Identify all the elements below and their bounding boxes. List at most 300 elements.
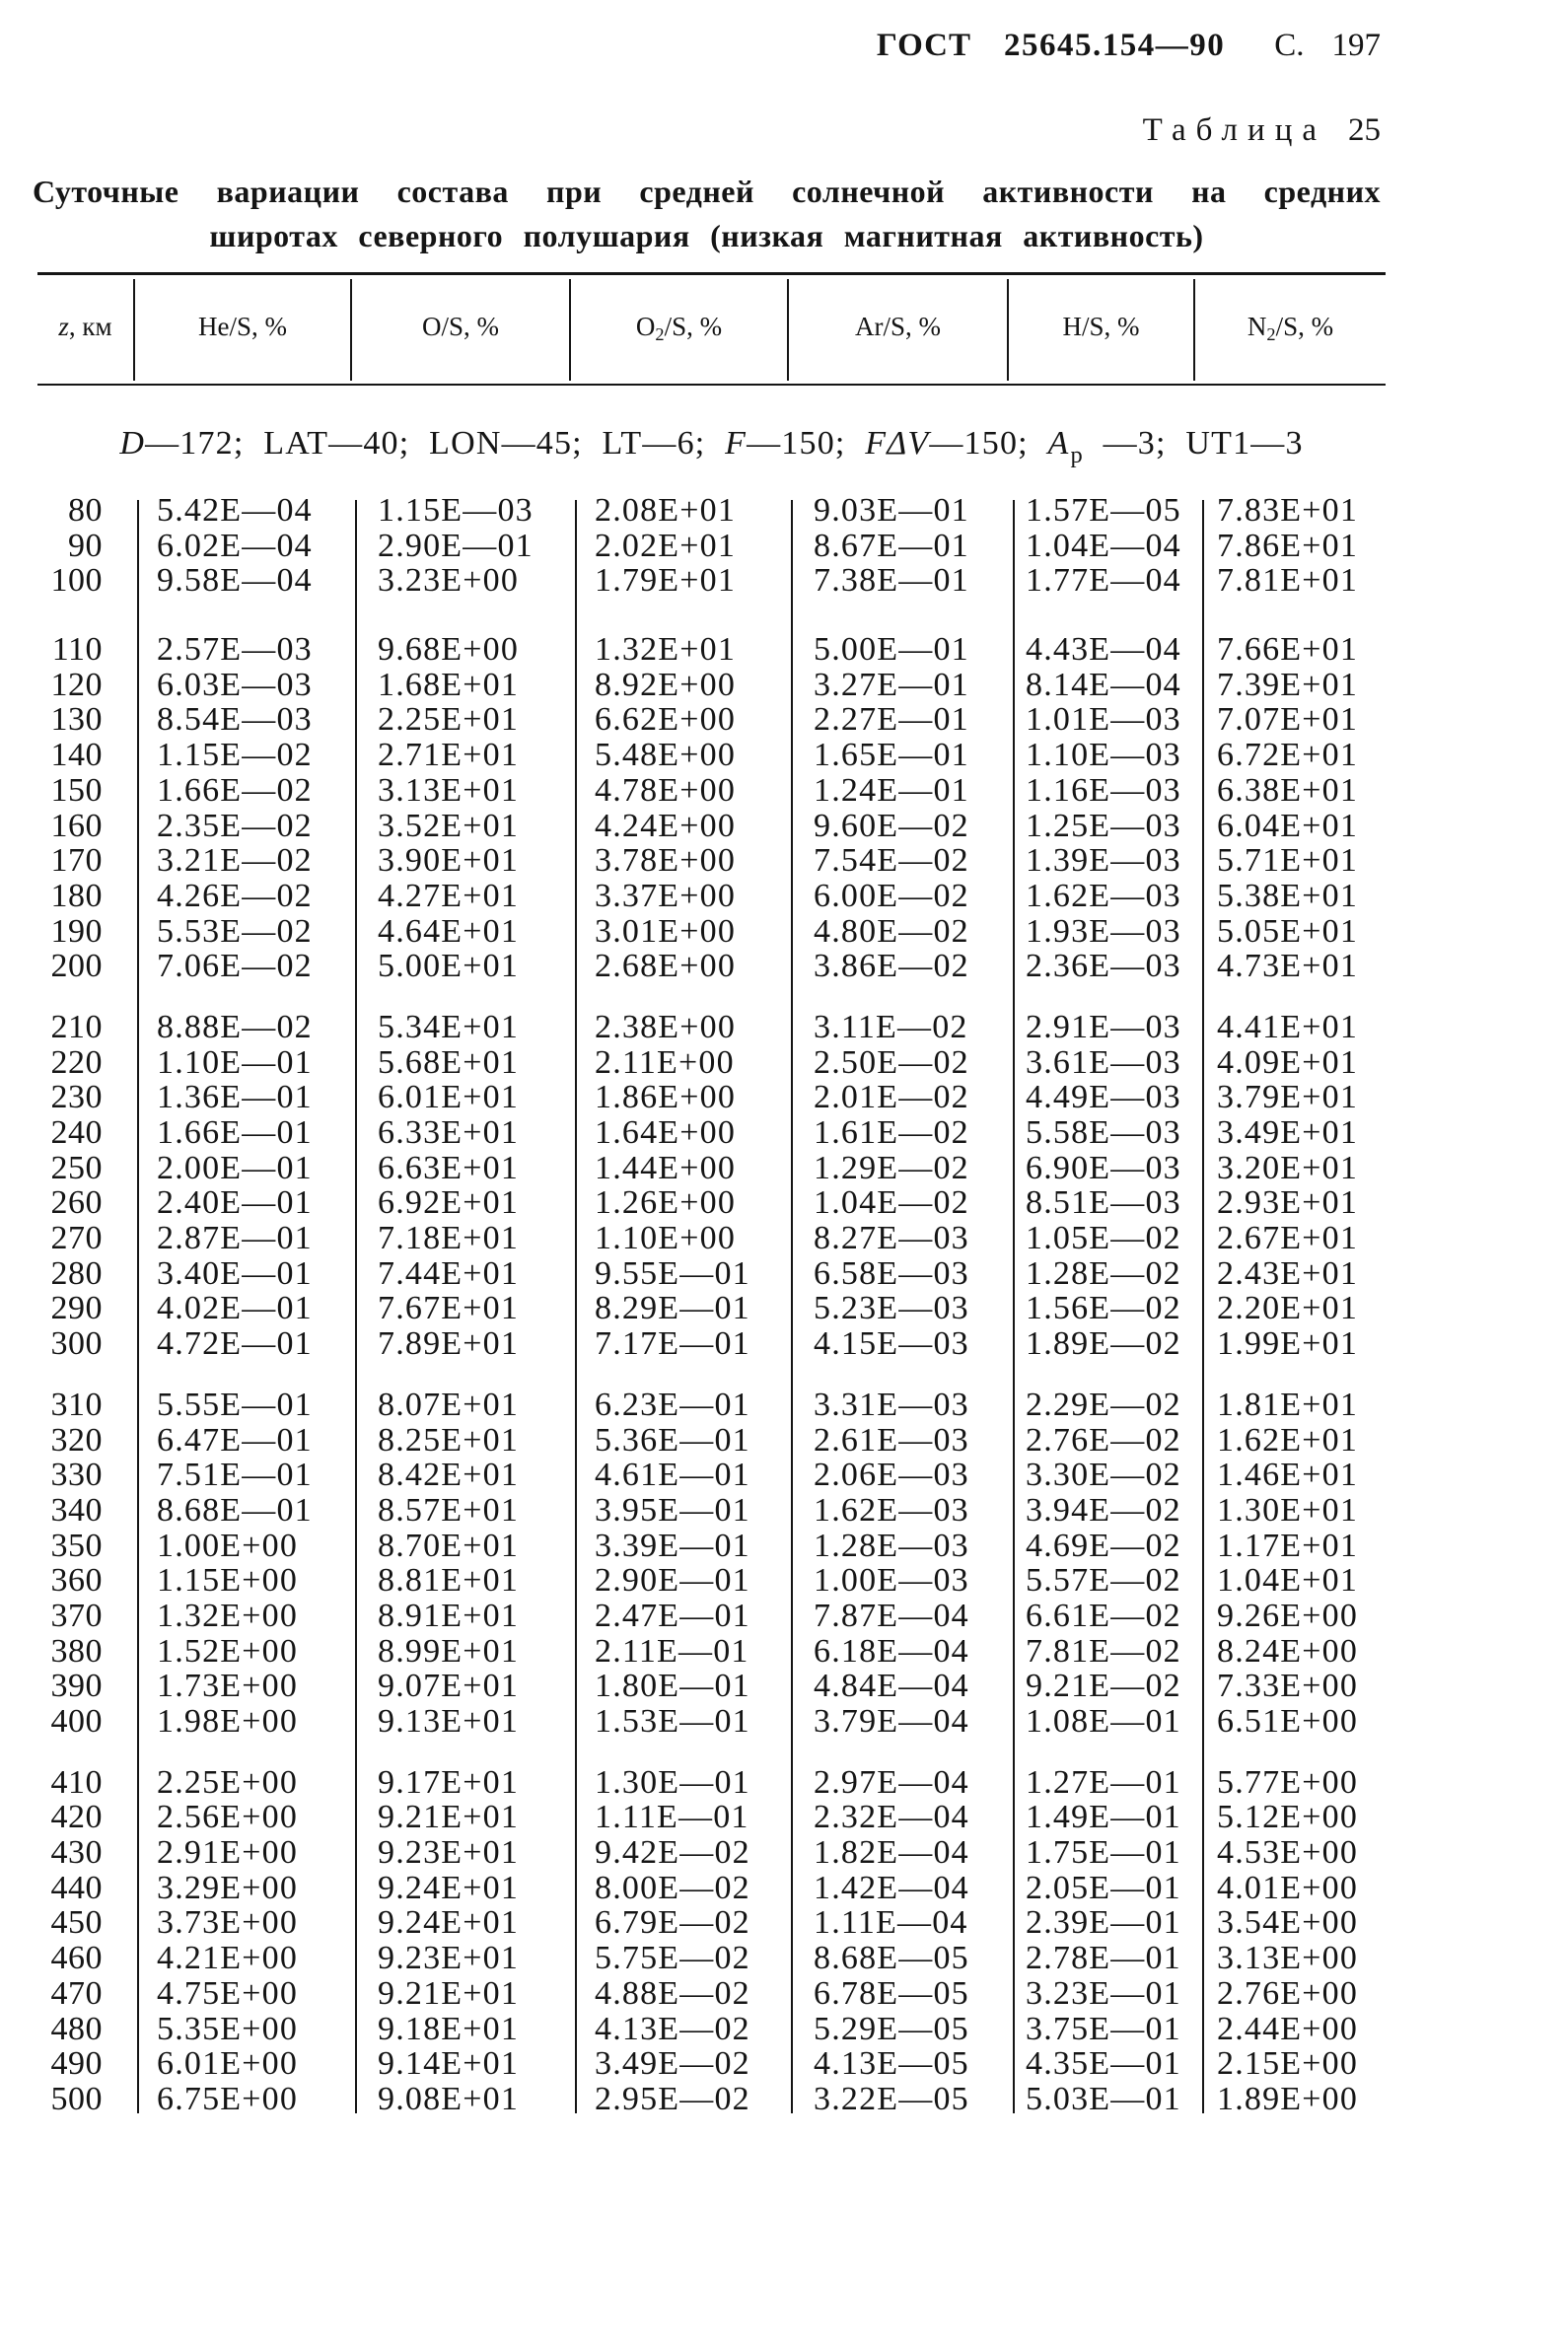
o2-cell: 2.11E+00: [595, 1043, 735, 1081]
he-cell: 3.29E+00: [157, 1869, 299, 1906]
n2-cell: 6.38E+01: [1217, 771, 1359, 809]
h-cell: 6.61E—02: [1026, 1597, 1181, 1634]
n2-cell: 9.26E+00: [1217, 1597, 1359, 1634]
altitude-cell: 230: [50, 1079, 103, 1116]
o-cell: 5.00E+01: [378, 948, 520, 985]
altitude-cell: 120: [50, 666, 103, 703]
h-cell: 1.75E—01: [1026, 1834, 1181, 1872]
row-group: [0, 1388, 1568, 1740]
o-cell: 2.71E+01: [378, 737, 520, 774]
column-header-h: H/S, %: [1062, 312, 1140, 341]
altitude-cell: 100: [50, 562, 103, 600]
ar-cell: 1.29E—02: [814, 1149, 969, 1186]
o-cell: 2.25E+01: [378, 701, 520, 739]
row-group: [0, 632, 1568, 984]
n2-cell: 1.17E+01: [1217, 1527, 1359, 1564]
ar-cell: 7.54E—02: [814, 842, 969, 880]
altitude-cell: 140: [50, 737, 103, 774]
he-cell: 5.53E—02: [157, 912, 313, 950]
ar-cell: 6.18E—04: [814, 1632, 969, 1670]
table-row: [0, 1045, 1568, 1081]
table-row: [0, 1115, 1568, 1151]
o2-cell: 7.17E—01: [595, 1325, 750, 1363]
table-row: [0, 1634, 1568, 1670]
o-cell: 9.68E+00: [378, 631, 520, 669]
he-cell: 4.02E—01: [157, 1290, 313, 1327]
he-cell: 1.32E+00: [157, 1597, 299, 1634]
n2-cell: 5.38E+01: [1217, 877, 1359, 914]
he-cell: 1.00E+00: [157, 1527, 299, 1564]
o2-cell: 3.49E—02: [595, 2045, 750, 2083]
o2-cell: 6.62E+00: [595, 701, 737, 739]
ar-cell: 1.28E—03: [814, 1527, 969, 1564]
table-row: [0, 1599, 1568, 1634]
o-cell: 4.64E+01: [378, 912, 520, 950]
o2-cell: 1.53E—01: [595, 1703, 750, 1740]
o-cell: 8.57E+01: [378, 1491, 520, 1529]
table-row: [0, 2082, 1568, 2117]
standard-number: 25645.154—90: [1003, 28, 1226, 63]
o2-cell: 1.30E—01: [595, 1763, 750, 1801]
ar-cell: 1.04E—02: [814, 1184, 969, 1222]
he-cell: 1.52E+00: [157, 1632, 299, 1670]
o-cell: 9.18E+01: [378, 2010, 520, 2047]
parameters-line: [37, 420, 1386, 467]
param-lt: LT—6;: [602, 425, 706, 462]
he-cell: 6.01E+00: [157, 2045, 299, 2083]
table-row: [0, 1080, 1568, 1115]
o-cell: 7.89E+01: [378, 1325, 520, 1363]
o-cell: 8.07E+01: [378, 1386, 520, 1423]
h-cell: 2.36E—03: [1026, 948, 1181, 985]
n2-cell: 3.54E+00: [1217, 1904, 1359, 1942]
param-f-symbol: F: [725, 425, 748, 462]
row-group: [0, 493, 1568, 599]
h-cell: 2.05E—01: [1026, 1869, 1181, 1906]
h-cell: 7.81E—02: [1026, 1632, 1181, 1670]
page-label: С.: [1274, 28, 1305, 63]
altitude-cell: 360: [50, 1562, 103, 1600]
o-cell: 5.34E+01: [378, 1008, 520, 1045]
he-cell: 5.35E+00: [157, 2010, 299, 2047]
o-cell: 9.21E+01: [378, 1799, 520, 1836]
n2-cell: 6.51E+00: [1217, 1703, 1359, 1740]
param-fdv-symbol: FΔV: [865, 425, 930, 462]
o-cell: 6.63E+01: [378, 1149, 520, 1186]
table-row: [0, 1423, 1568, 1459]
n2-cell: 3.20E+01: [1217, 1149, 1359, 1186]
o2-cell: 1.26E+00: [595, 1184, 737, 1222]
n2-cell: 1.30E+01: [1217, 1491, 1359, 1529]
n2-cell: 4.73E+01: [1217, 948, 1359, 985]
he-cell: 3.21E—02: [157, 842, 313, 880]
altitude-cell: 350: [50, 1527, 103, 1564]
column-header-o2: [571, 305, 787, 348]
standard-abbreviation: ГОСТ: [876, 28, 971, 63]
ar-cell: 1.00E—03: [814, 1562, 969, 1600]
altitude-cell: 160: [50, 807, 103, 844]
o2-cell: 1.86E+00: [595, 1079, 737, 1116]
he-cell: 4.26E—02: [157, 877, 313, 914]
altitude-cell: 110: [51, 631, 103, 669]
he-cell: 9.58E—04: [157, 562, 313, 600]
table-caption: [1143, 107, 1381, 154]
altitude-cell: 80: [68, 492, 103, 529]
table-row: [0, 1388, 1568, 1423]
o-cell: 8.25E+01: [378, 1421, 520, 1459]
h-cell: 1.89E—02: [1026, 1325, 1181, 1363]
altitude-cell: 220: [50, 1043, 103, 1081]
o-cell: 1.68E+01: [378, 666, 520, 703]
altitude-unit: , км: [68, 312, 112, 341]
altitude-cell: 330: [50, 1457, 103, 1494]
n2-cell: 1.99E+01: [1217, 1325, 1359, 1363]
he-cell: 3.73E+00: [157, 1904, 299, 1942]
ar-cell: 2.50E—02: [814, 1043, 969, 1081]
running-header: [877, 22, 1381, 69]
table-row: [0, 738, 1568, 773]
n2-cell: 2.76E+00: [1217, 1974, 1359, 2012]
n2-cell: 6.72E+01: [1217, 737, 1359, 774]
column-header-o: O/S, %: [421, 312, 499, 341]
ar-cell: 2.01E—02: [814, 1079, 969, 1116]
he-cell: 1.66E—02: [157, 771, 313, 809]
n2-cell: 3.13E+00: [1217, 1940, 1359, 1977]
ar-cell: 1.65E—01: [814, 737, 969, 774]
o-cell: 8.91E+01: [378, 1597, 520, 1634]
he-cell: 1.73E+00: [157, 1668, 299, 1705]
altitude-cell: 300: [50, 1325, 103, 1363]
param-ap-symbol: A: [1047, 425, 1070, 462]
ar-cell: 3.11E—02: [814, 1008, 968, 1045]
table-row: [0, 1835, 1568, 1871]
he-cell: 2.40E—01: [157, 1184, 313, 1222]
row-group: [0, 1765, 1568, 2117]
n2-cell: 2.93E+01: [1217, 1184, 1359, 1222]
ar-cell: 3.27E—01: [814, 666, 969, 703]
h-cell: 1.04E—04: [1026, 527, 1181, 564]
o-cell: 8.99E+01: [378, 1632, 520, 1670]
o-cell: 3.90E+01: [378, 842, 520, 880]
table-title-line-1: Суточные вариации состава при средней солнечной активности на средних: [33, 174, 1381, 209]
o2-cell: 5.75E—02: [595, 1940, 750, 1977]
h-cell: 1.01E—03: [1026, 701, 1181, 739]
n2-cell: 7.07E+01: [1217, 701, 1359, 739]
o2-cell: 1.64E+00: [595, 1114, 737, 1151]
o2-cell: 1.10E+00: [595, 1220, 737, 1257]
table-row: [0, 1256, 1568, 1292]
n2-cell: 5.71E+01: [1217, 842, 1359, 880]
o2-cell: 4.88E—02: [595, 1974, 750, 2012]
o2-cell: 8.29E—01: [595, 1290, 750, 1327]
h-cell: 3.94E—02: [1026, 1491, 1181, 1529]
param-lon: LON—45;: [429, 425, 583, 462]
altitude-cell: 240: [50, 1114, 103, 1151]
altitude-cell: 500: [50, 2080, 103, 2117]
altitude-cell: 370: [50, 1597, 103, 1634]
h-cell: 1.08E—01: [1026, 1703, 1181, 1740]
o-cell: 8.70E+01: [378, 1527, 520, 1564]
he-cell: 5.42E—04: [157, 492, 313, 529]
o-cell: 8.42E+01: [378, 1457, 520, 1494]
o-cell: 9.23E+01: [378, 1940, 520, 1977]
o-cell: 3.13E+01: [378, 771, 520, 809]
n2-cell: 4.09E+01: [1217, 1043, 1359, 1081]
he-cell: 4.75E+00: [157, 1974, 299, 2012]
ar-cell: 6.00E—02: [814, 877, 969, 914]
h-cell: 5.03E—01: [1026, 2080, 1181, 2117]
o2-cell: 6.79E—02: [595, 1904, 750, 1942]
altitude-cell: 420: [50, 1799, 103, 1836]
param-ap-value: —3;: [1103, 425, 1167, 462]
n2-cell: 2.43E+01: [1217, 1254, 1359, 1292]
n2-cell: 3.79E+01: [1217, 1079, 1359, 1116]
o2-rest: /S, %: [664, 312, 723, 341]
ar-cell: 9.60E—02: [814, 807, 969, 844]
he-cell: 1.10E—01: [157, 1043, 313, 1081]
table-row: [0, 1765, 1568, 1801]
o2-cell: 1.32E+01: [595, 631, 737, 669]
n2-subscript: 2: [1266, 324, 1276, 345]
he-cell: 3.40E—01: [157, 1254, 313, 1292]
table-caption-word: Таблица: [1142, 112, 1326, 148]
o-cell: 9.24E+01: [378, 1904, 520, 1942]
he-cell: 8.88E—02: [157, 1008, 313, 1045]
table-row: [0, 1326, 1568, 1362]
altitude-cell: 470: [50, 1974, 103, 2012]
column-header-he: He/S, %: [198, 312, 287, 341]
table-row: [0, 879, 1568, 914]
h-cell: 9.21E—02: [1026, 1668, 1181, 1705]
altitude-cell: 310: [50, 1386, 103, 1423]
h-cell: 1.05E—02: [1026, 1220, 1181, 1257]
ar-cell: 1.42E—04: [814, 1869, 969, 1906]
he-cell: 4.21E+00: [157, 1940, 299, 1977]
param-d-symbol: D: [119, 425, 146, 462]
ar-cell: 3.79E—04: [814, 1703, 969, 1740]
ar-cell: 8.27E—03: [814, 1220, 969, 1257]
o-cell: 3.52E+01: [378, 807, 520, 844]
n2-cell: 1.46E+01: [1217, 1457, 1359, 1494]
he-cell: 4.72E—01: [157, 1325, 313, 1363]
he-cell: 6.47E—01: [157, 1421, 313, 1459]
n2-cell: 4.01E+00: [1217, 1869, 1359, 1906]
ar-cell: 2.32E—04: [814, 1799, 969, 1836]
altitude-cell: 490: [50, 2045, 103, 2083]
altitude-cell: 150: [50, 771, 103, 809]
altitude-cell: 480: [50, 2010, 103, 2047]
table-title: [33, 170, 1381, 258]
he-cell: 2.57E—03: [157, 631, 313, 669]
table-row: [0, 632, 1568, 668]
o-cell: 9.23E+01: [378, 1834, 520, 1872]
table-row: [0, 773, 1568, 809]
altitude-cell: 260: [50, 1184, 103, 1222]
n2-cell: 5.05E+01: [1217, 912, 1359, 950]
ar-cell: 4.84E—04: [814, 1668, 969, 1705]
ar-cell: 7.38E—01: [814, 562, 969, 600]
table-row: [0, 1800, 1568, 1835]
he-cell: 2.56E+00: [157, 1799, 299, 1836]
n2-cell: 6.04E+01: [1217, 807, 1359, 844]
ar-cell: 4.13E—05: [814, 2045, 969, 2083]
table-row: [0, 1704, 1568, 1740]
n2-rest: /S, %: [1275, 312, 1334, 341]
h-cell: 1.56E—02: [1026, 1290, 1181, 1327]
table-title-line-2: широтах северного полушария (низкая магнитная активность): [209, 218, 1204, 253]
table-row: [0, 702, 1568, 738]
table-row: [0, 1221, 1568, 1256]
he-cell: 2.00E—01: [157, 1149, 313, 1186]
o-cell: 4.27E+01: [378, 877, 520, 914]
o2-cell: 2.08E+01: [595, 492, 737, 529]
altitude-cell: 280: [50, 1254, 103, 1292]
o-cell: 6.33E+01: [378, 1114, 520, 1151]
altitude-cell: 210: [50, 1008, 103, 1045]
altitude-cell: 440: [50, 1869, 103, 1906]
table-row: [0, 668, 1568, 703]
ar-cell: 1.82E—04: [814, 1834, 969, 1872]
he-cell: 6.02E—04: [157, 527, 313, 564]
o2-cell: 2.11E—01: [595, 1632, 749, 1670]
table-row: [0, 2012, 1568, 2047]
ar-cell: 9.03E—01: [814, 492, 969, 529]
altitude-cell: 90: [68, 527, 103, 564]
he-cell: 1.15E+00: [157, 1562, 299, 1600]
table-row: [0, 2046, 1568, 2082]
he-cell: 2.91E+00: [157, 1834, 299, 1872]
column-header-altitude: [37, 305, 133, 348]
ar-cell: 5.23E—03: [814, 1290, 969, 1327]
altitude-cell: 130: [50, 701, 103, 739]
h-cell: 3.30E—02: [1026, 1457, 1181, 1494]
table-row: [0, 1185, 1568, 1221]
ar-cell: 3.22E—05: [814, 2080, 969, 2117]
altitude-cell: 190: [50, 912, 103, 950]
h-cell: 1.62E—03: [1026, 877, 1181, 914]
table-row: [0, 1563, 1568, 1599]
he-cell: 1.36E—01: [157, 1079, 313, 1116]
o2-cell: 2.02E+01: [595, 527, 737, 564]
n2-cell: 2.20E+01: [1217, 1290, 1359, 1327]
page-number: 197: [1331, 28, 1381, 63]
ar-cell: 5.29E—05: [814, 2010, 969, 2047]
altitude-cell: 390: [50, 1668, 103, 1705]
h-cell: 1.39E—03: [1026, 842, 1181, 880]
o2-cell: 1.80E—01: [595, 1668, 750, 1705]
ar-cell: 3.86E—02: [814, 948, 969, 985]
table-row: [0, 1529, 1568, 1564]
h-cell: 2.29E—02: [1026, 1386, 1181, 1423]
h-cell: 4.43E—04: [1026, 631, 1181, 669]
h-cell: 1.16E—03: [1026, 771, 1181, 809]
o2-cell: 3.37E+00: [595, 877, 737, 914]
he-cell: 7.06E—02: [157, 948, 313, 985]
n2-cell: 7.33E+00: [1217, 1668, 1359, 1705]
n2-cell: 8.24E+00: [1217, 1632, 1359, 1670]
ar-cell: 1.24E—01: [814, 771, 969, 809]
h-cell: 3.61E—03: [1026, 1043, 1181, 1081]
o-cell: 9.14E+01: [378, 2045, 520, 2083]
he-cell: 2.35E—02: [157, 807, 313, 844]
altitude-cell: 450: [50, 1904, 103, 1942]
o2-cell: 1.44E+00: [595, 1149, 737, 1186]
param-fdv-value: —150;: [929, 425, 1029, 462]
o-cell: 8.81E+01: [378, 1562, 520, 1600]
table-row: [0, 1871, 1568, 1906]
altitude-cell: 400: [50, 1703, 103, 1740]
ar-cell: 6.78E—05: [814, 1974, 969, 2012]
he-cell: 1.66E—01: [157, 1114, 313, 1151]
o2-cell: 5.36E—01: [595, 1421, 750, 1459]
h-cell: 2.91E—03: [1026, 1008, 1181, 1045]
h-cell: 1.93E—03: [1026, 912, 1181, 950]
n2-cell: 5.12E+00: [1217, 1799, 1359, 1836]
h-cell: 8.51E—03: [1026, 1184, 1181, 1222]
table-row: [0, 1010, 1568, 1045]
o2-cell: 4.24E+00: [595, 807, 737, 844]
ar-cell: 7.87E—04: [814, 1597, 969, 1634]
n2-base: N: [1247, 312, 1267, 341]
altitude-cell: 180: [50, 877, 103, 914]
n2-cell: 1.81E+01: [1217, 1386, 1359, 1423]
altitude-cell: 410: [50, 1763, 103, 1801]
altitude-symbol: z: [58, 312, 69, 341]
o2-cell: 4.61E—01: [595, 1457, 750, 1494]
o2-cell: 8.92E+00: [595, 666, 737, 703]
n2-cell: 1.62E+01: [1217, 1421, 1359, 1459]
o2-cell: 3.39E—01: [595, 1527, 750, 1564]
o2-cell: 4.78E+00: [595, 771, 737, 809]
altitude-cell: 170: [50, 842, 103, 880]
ar-cell: 4.80E—02: [814, 912, 969, 950]
h-cell: 6.90E—03: [1026, 1149, 1181, 1186]
h-cell: 4.69E—02: [1026, 1527, 1181, 1564]
o2-cell: 3.01E+00: [595, 912, 737, 950]
table-row: [0, 1976, 1568, 2012]
he-cell: 2.25E+00: [157, 1763, 299, 1801]
o-cell: 7.67E+01: [378, 1290, 520, 1327]
o2-cell: 9.42E—02: [595, 1834, 750, 1872]
n2-cell: 2.44E+00: [1217, 2010, 1359, 2047]
h-cell: 5.58E—03: [1026, 1114, 1181, 1151]
altitude-cell: 250: [50, 1149, 103, 1186]
ar-cell: 8.68E—05: [814, 1940, 969, 1977]
o2-cell: 1.11E—01: [595, 1799, 749, 1836]
o2-cell: 3.95E—01: [595, 1491, 750, 1529]
o2-cell: 2.95E—02: [595, 2080, 750, 2117]
altitude-cell: 290: [50, 1290, 103, 1327]
he-cell: 5.55E—01: [157, 1386, 313, 1423]
row-group: [0, 1010, 1568, 1362]
table-row: [0, 809, 1568, 844]
o-cell: 9.17E+01: [378, 1763, 520, 1801]
ar-cell: 2.06E—03: [814, 1457, 969, 1494]
ar-cell: 2.97E—04: [814, 1763, 969, 1801]
n2-cell: 7.66E+01: [1217, 631, 1359, 669]
table-row: [0, 529, 1568, 564]
table-row: [0, 843, 1568, 879]
he-cell: 2.87E—01: [157, 1220, 313, 1257]
h-cell: 1.28E—02: [1026, 1254, 1181, 1292]
ar-cell: 6.58E—03: [814, 1254, 969, 1292]
table-row: [0, 1458, 1568, 1493]
o2-base: O: [635, 312, 656, 341]
o2-cell: 9.55E—01: [595, 1254, 750, 1292]
h-cell: 3.23E—01: [1026, 1974, 1181, 2012]
table-row: [0, 563, 1568, 599]
table-row: [0, 493, 1568, 529]
